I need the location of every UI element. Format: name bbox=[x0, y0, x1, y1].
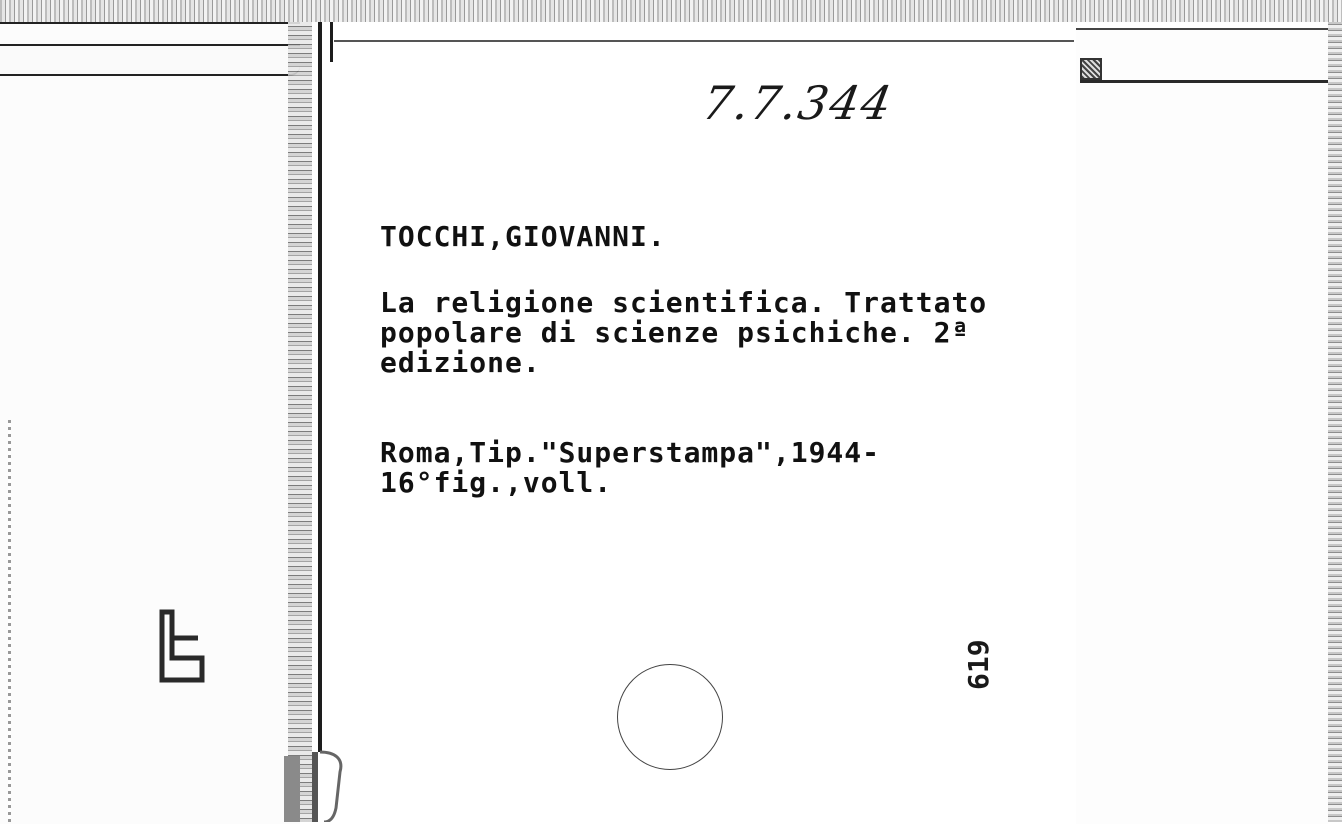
bracket-mark-icon bbox=[158, 608, 206, 686]
card-drawer-divider bbox=[318, 22, 322, 752]
adjacent-card-right bbox=[1076, 28, 1328, 824]
adjacent-card-left bbox=[0, 22, 300, 824]
card-punch-hole bbox=[617, 664, 723, 770]
card-imprint: Roma,Tip."Superstampa",1944- 16°fig.,voll. bbox=[380, 436, 881, 499]
adjacent-card-right-tab bbox=[1080, 58, 1102, 80]
rod-clip-icon bbox=[284, 748, 344, 822]
shelfmark: 7.7.344 bbox=[698, 76, 898, 130]
card-title: La religione scientifica. Trattato popolare di scienze psichiche. 2ª edizione. bbox=[380, 286, 988, 379]
scan-edge-top bbox=[0, 0, 1342, 22]
card-drawer-divider-top bbox=[330, 22, 333, 62]
adjacent-card-right-rule bbox=[1080, 80, 1330, 83]
scan-edge-right bbox=[1328, 22, 1342, 822]
adjacent-card-left-tab bbox=[0, 44, 300, 76]
side-stamp: 619 bbox=[962, 639, 995, 690]
adjacent-card-left-edge bbox=[8, 420, 11, 822]
card-author: TOCCHI,GIOVANNI. bbox=[380, 220, 666, 253]
card-drawer-spine bbox=[288, 22, 312, 822]
